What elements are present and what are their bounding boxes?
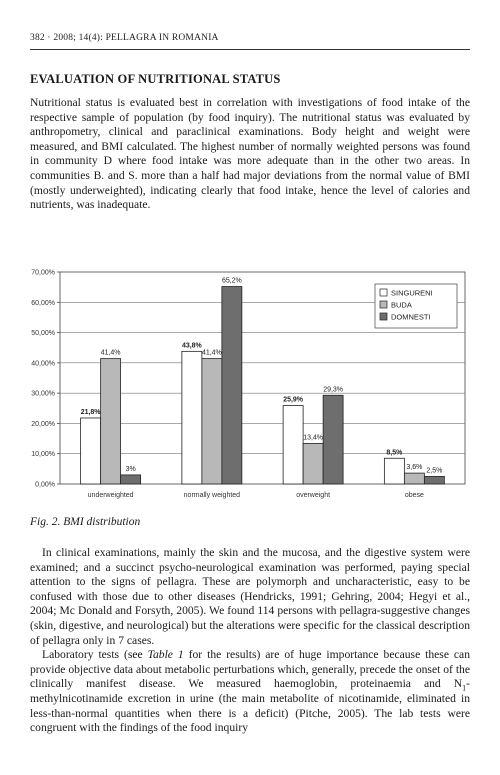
y-tick-label: 50,00% bbox=[31, 330, 55, 338]
data-label: 8,5% bbox=[386, 449, 403, 457]
paragraph-1: Nutritional status is evaluated best in correlation with investigations of food intake of the respective sample of population (by food inquiry). The nutritional status was evaluated by anthropometry, clinical and paraclinical examinations. Body height and weight were measured, and BMI calculated. The highest number of normally weighted persons was found in community D where food intake was more adequate than in the other two areas. In communities B. and S. more than a half had major deviations from the normal value of BMI (mostly underweighted), indicating clearly that food intake, hence the level of calories and nutrients, was inadequate. bbox=[30, 96, 470, 212]
paragraph-3-part-a: Laboratory tests (see bbox=[42, 648, 148, 662]
data-label: 41,4% bbox=[201, 349, 222, 357]
paragraph-nutritional-status bbox=[30, 96, 470, 213]
bar-buda-2 bbox=[303, 443, 323, 484]
bar-domnesti-2 bbox=[323, 395, 343, 484]
data-label: 43,8% bbox=[181, 342, 202, 350]
y-tick-label: 40,00% bbox=[31, 360, 55, 368]
bar-domnesti-1 bbox=[222, 287, 242, 484]
y-tick-label: 30,00% bbox=[31, 390, 55, 398]
x-category-label: obese bbox=[404, 492, 424, 499]
subscript-1: 1 bbox=[462, 683, 467, 693]
bmi-chart bbox=[20, 260, 480, 510]
y-tick-label: 0,00% bbox=[35, 481, 55, 489]
bmi-bar-chart bbox=[20, 260, 480, 510]
paragraph-2: In clinical examinations, mainly the skin and the mucosa, and the digestive system were examined; and a succinct psycho-neurological examination was performed, paying special attention to the signs of pellagra. These are polymorph and uncharacteristic, easy to be confused with those due to other diseases (Hendricks, 1991; Gehring, 2004; Hegyi et al., 2004; Mc Donald and Forsyth, 2005). We found 114 persons with pellagra-suggestive changes (skin, digestive, and neurological) but the alterations were specific for the classical description of pellagra only in 7 cases. bbox=[30, 546, 470, 647]
legend-swatch-domnesti bbox=[380, 313, 387, 320]
data-label: 13,4% bbox=[303, 434, 324, 442]
data-label: 3,6% bbox=[406, 464, 423, 472]
y-tick-label: 60,00% bbox=[31, 299, 55, 307]
y-tick-label: 10,00% bbox=[31, 451, 55, 459]
paragraph-3 bbox=[30, 648, 470, 736]
x-category-label: underweighted bbox=[87, 492, 134, 499]
x-category-label: normally weighted bbox=[183, 492, 241, 499]
legend-label-singureni: SINGURENI bbox=[391, 288, 433, 298]
header-rule bbox=[30, 49, 470, 50]
paragraph-clinical bbox=[30, 546, 470, 736]
legend-label-domnesti: DOMNESTI bbox=[391, 312, 431, 322]
paragraph-3-part-c: -methylnicotinamide excretion in urine (the main metabolite of nicotinamide, eliminated in less-than-normal quantities when there is a deficit) (Pitche, 2005). The lab tests were congruent with the findings of the food inquiry bbox=[30, 677, 470, 735]
data-label: 2,5% bbox=[426, 467, 443, 475]
bar-singureni-1 bbox=[182, 351, 202, 484]
table-reference: Table 1 bbox=[147, 648, 184, 662]
bar-buda-3 bbox=[404, 473, 424, 484]
data-label: 25,9% bbox=[283, 396, 304, 404]
figure-caption: Fig. 2. BMI distribution bbox=[30, 516, 141, 528]
running-header: 382 · 2008; 14(4): PELLAGRA IN ROMANIA bbox=[30, 33, 219, 43]
legend-label-buda: BUDA bbox=[391, 300, 412, 310]
data-label: 3% bbox=[125, 465, 136, 473]
section-title: EVALUATION OF NUTRITIONAL STATUS bbox=[30, 72, 281, 86]
bar-buda-0 bbox=[101, 359, 121, 484]
legend-swatch-singureni bbox=[380, 289, 387, 296]
data-label: 21,8% bbox=[80, 408, 101, 416]
y-tick-label: 70,00% bbox=[31, 269, 55, 277]
bar-domnesti-3 bbox=[424, 476, 444, 484]
data-label: 29,3% bbox=[323, 386, 344, 394]
data-label: 65,2% bbox=[221, 277, 242, 285]
bar-singureni-3 bbox=[384, 458, 404, 484]
bar-singureni-0 bbox=[81, 418, 101, 484]
x-category-label: overweight bbox=[296, 492, 331, 499]
bar-domnesti-0 bbox=[121, 475, 141, 484]
y-tick-label: 20,00% bbox=[31, 420, 55, 428]
paragraph-3-part-b: for the results) are of huge importance because these can provide objective data about metabolic perturbations which, generally, precede the onset of the clinically manifest disease. We measured haemoglobin, proteinaemia and N bbox=[30, 648, 470, 691]
data-label: 41,4% bbox=[100, 349, 121, 357]
legend-swatch-buda bbox=[380, 301, 387, 308]
bar-singureni-2 bbox=[283, 406, 303, 484]
bar-buda-1 bbox=[202, 359, 222, 484]
